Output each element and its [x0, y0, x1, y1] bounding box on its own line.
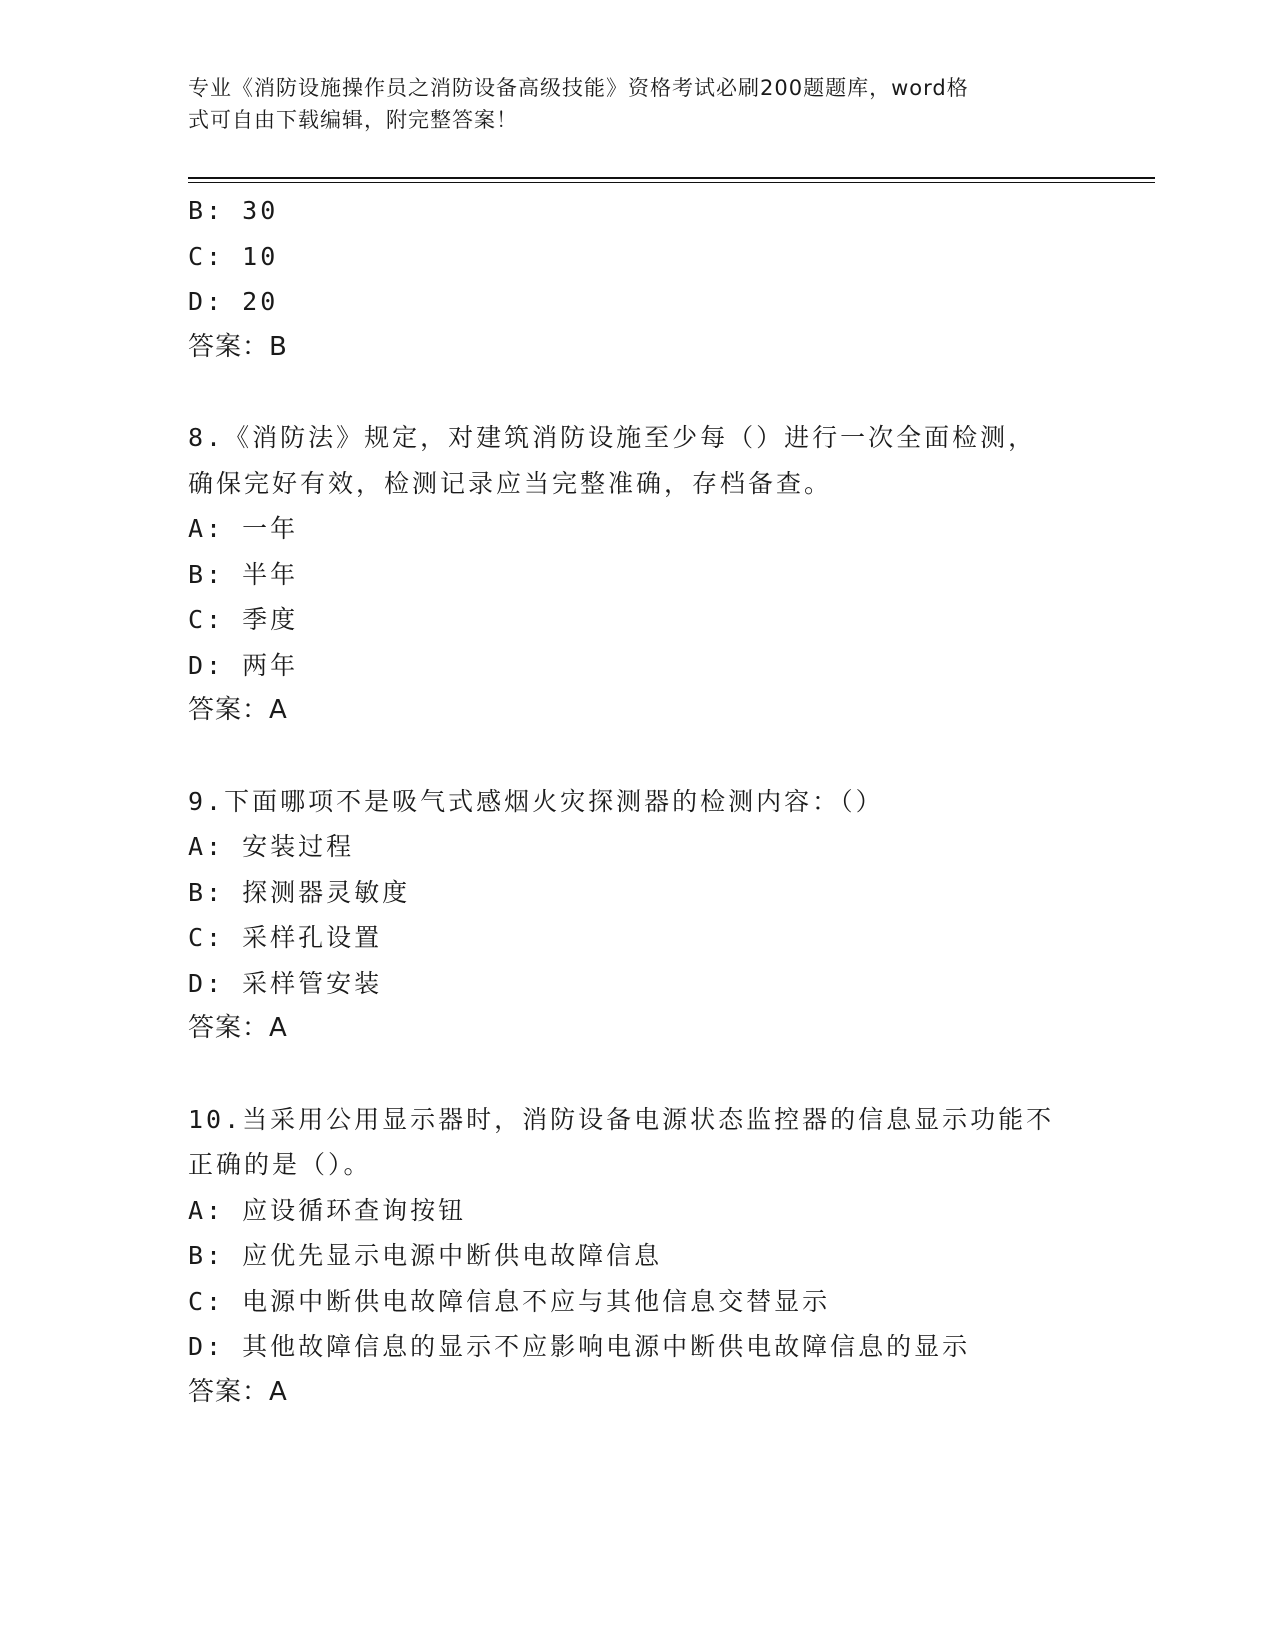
option-d: D: 两年: [188, 650, 299, 680]
option-b: B: 30: [188, 196, 279, 225]
option-a: A: 一年: [188, 514, 299, 543]
option-c: C: 季度: [188, 605, 299, 634]
option-c: C: 电源中断供电故障信息不应与其他信息交替显示: [188, 1286, 831, 1316]
option-d: D: 20: [188, 287, 279, 316]
option-c: C: 采样孔设置: [188, 923, 383, 952]
answer: 答案：A: [188, 1013, 288, 1043]
question-7-tail: [188, 188, 1088, 370]
option-b: B: 半年: [188, 559, 299, 589]
option-a: A: 安装过程: [188, 832, 355, 861]
header-line-2: 式可自由下载编辑，附完整答案！: [188, 108, 518, 132]
header-divider-thick: [188, 177, 1155, 179]
question-stem-line-1: 8.《消防法》规定，对建筑消防设施至少每（）进行一次全面检测，: [188, 423, 1037, 452]
option-a: A: 应设循环查询按钮: [188, 1195, 467, 1225]
question-stem-line-2: 正确的是（）。: [188, 1150, 372, 1179]
question-stem-line-2: 确保完好有效，检测记录应当完整准确，存档备查。: [188, 468, 833, 498]
document-header: [188, 72, 1088, 136]
question-8: [188, 415, 1088, 734]
header-divider-thin: [188, 182, 1155, 183]
option-b: B: 探测器灵敏度: [188, 877, 411, 907]
option-b: B: 应优先显示电源中断供电故障信息: [188, 1241, 663, 1270]
answer: 答案：B: [188, 331, 288, 362]
question-list: [188, 188, 1088, 1415]
question-10: [188, 1097, 1088, 1416]
option-d: D: 采样管安装: [188, 968, 383, 998]
question-stem-line-1: 10.当采用公用显示器时，消防设备电源状态监控器的信息显示功能不: [188, 1104, 1055, 1134]
header-line-1: 专业《消防设施操作员之消防设备高级技能》资格考试必刷200题题库，word格: [188, 76, 969, 100]
question-stem-line-1: 9.下面哪项不是吸气式感烟火灾探测器的检测内容：（）: [188, 786, 884, 816]
question-9: [188, 779, 1088, 1052]
option-c: C: 10: [188, 241, 279, 271]
option-d: D: 其他故障信息的显示不应影响电源中断供电故障信息的显示: [188, 1332, 971, 1361]
answer: 答案：A: [188, 1376, 288, 1407]
answer: 答案：A: [188, 695, 288, 725]
